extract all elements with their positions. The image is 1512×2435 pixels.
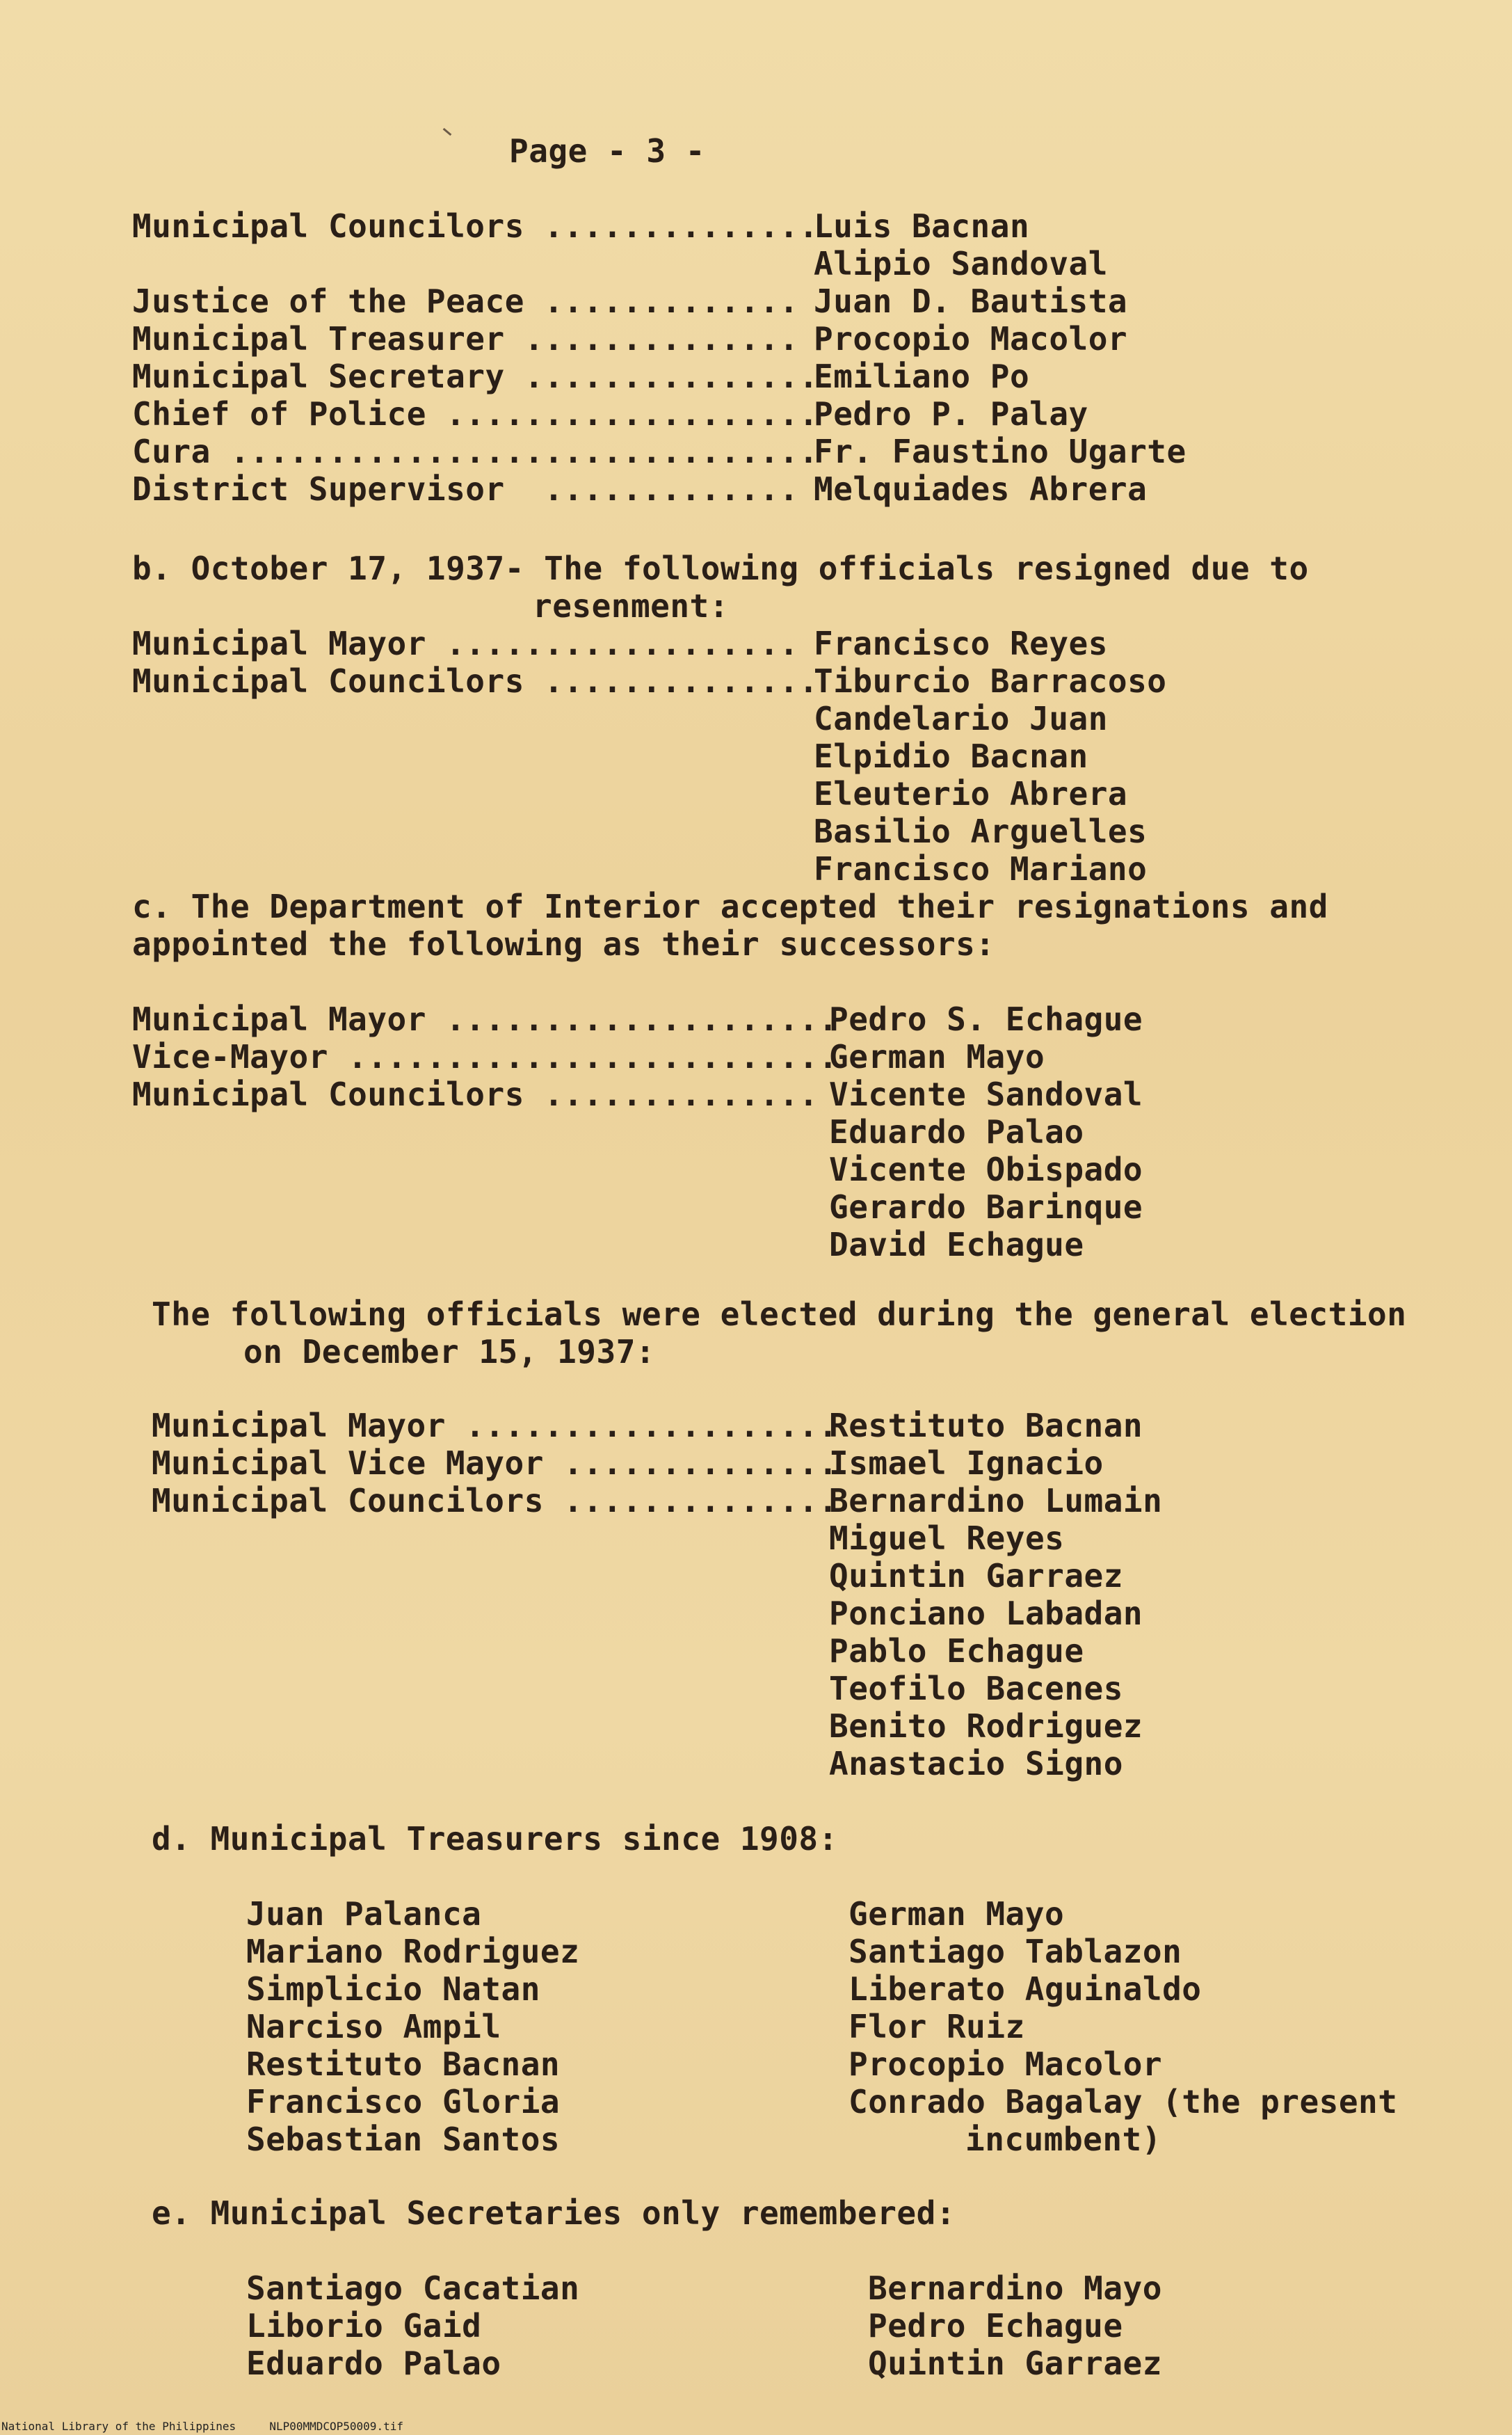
officer-name: Benito Rodriguez xyxy=(829,1707,1143,1745)
treasurer-name-cont: incumbent) xyxy=(965,2121,1161,2158)
treasurer-name: Procopio Macolor xyxy=(849,2045,1163,2083)
secretary-name: Quintin Garraez xyxy=(868,2345,1162,2382)
officer-name: Luis Bacnan xyxy=(814,207,1030,245)
treasurer-name: Restituto Bacnan xyxy=(246,2045,561,2083)
officer-title: Justice of the Peace ............. xyxy=(132,282,799,320)
officer-name: Vicente Obispado xyxy=(829,1151,1143,1188)
officer-title: Municipal Treasurer .............. xyxy=(132,320,799,358)
officer-title: Municipal Secretary ............... xyxy=(132,358,819,395)
secretary-name: Bernardino Mayo xyxy=(868,2269,1162,2307)
officer-name: Eduardo Palao xyxy=(829,1113,1084,1151)
officer-title: Municipal Councilors .............. xyxy=(132,662,819,700)
secretary-name: Pedro Echague xyxy=(868,2307,1123,2345)
secretary-name: Liborio Gaid xyxy=(246,2307,482,2345)
officer-name: Fr. Faustino Ugarte xyxy=(814,433,1187,470)
treasurer-name: Francisco Gloria xyxy=(246,2083,561,2121)
treasurer-name: Santiago Tablazon xyxy=(849,1933,1182,1970)
treasurer-name: Juan Palanca xyxy=(246,1895,482,1933)
officer-name: Ponciano Labadan xyxy=(829,1595,1143,1632)
officer-title: Municipal Councilors .............. xyxy=(132,207,819,245)
section-heading: b. October 17, 1937- The following officials resigned due to xyxy=(132,550,1309,587)
treasurer-name: Flor Ruiz xyxy=(849,2008,1025,2045)
treasurer-name: Mariano Rodriguez xyxy=(246,1933,580,1970)
section-heading: e. Municipal Secretaries only remembered: xyxy=(152,2194,956,2232)
officer-name: Eleuterio Abrera xyxy=(814,775,1128,813)
treasurer-name: Sebastian Santos xyxy=(246,2121,561,2158)
officer-name: Bernardino Lumain xyxy=(829,1482,1163,1519)
section-heading-cont: on December 15, 1937: xyxy=(243,1333,656,1371)
officer-name: Ismael Ignacio xyxy=(829,1444,1104,1482)
officer-title: Municipal Mayor .................. xyxy=(132,625,799,662)
page-header: Page - 3 - xyxy=(509,132,705,170)
officer-name: Vicente Sandoval xyxy=(829,1076,1143,1113)
section-heading: c. The Department of Interior accepted their resignations and xyxy=(132,888,1328,925)
officer-name: Procopio Macolor xyxy=(814,320,1128,358)
secretary-name: Eduardo Palao xyxy=(246,2345,501,2382)
officer-title: Municipal Mayor ................... xyxy=(152,1407,838,1444)
section-heading: The following officials were elected during the general election xyxy=(152,1295,1407,1333)
section-heading: d. Municipal Treasurers since 1908: xyxy=(152,1820,838,1858)
officer-title: Municipal Councilors .............. xyxy=(152,1482,838,1519)
officer-title: Municipal Vice Mayor .............. xyxy=(152,1444,838,1482)
pen-mark xyxy=(443,128,452,136)
officer-name: Tiburcio Barracoso xyxy=(814,662,1167,700)
section-heading-cont: resenment: xyxy=(533,587,729,625)
officer-name: Alipio Sandoval xyxy=(814,245,1108,282)
officer-name: Anastacio Signo xyxy=(829,1745,1123,1782)
officer-title: Municipal Mayor .................... xyxy=(132,1000,838,1038)
secretary-name: Santiago Cacatian xyxy=(246,2269,580,2307)
officer-name: Juan D. Bautista xyxy=(814,282,1128,320)
officer-name: Pablo Echague xyxy=(829,1632,1084,1670)
treasurer-name: Conrado Bagalay (the present xyxy=(849,2083,1398,2121)
officer-name: Teofilo Bacenes xyxy=(829,1670,1123,1707)
officer-name: Pedro P. Palay xyxy=(814,395,1088,433)
officer-name: David Echague xyxy=(829,1226,1084,1263)
officer-name: Quintin Garraez xyxy=(829,1557,1123,1595)
officer-name: Restituto Bacnan xyxy=(829,1407,1143,1444)
officer-name: Basilio Arguelles xyxy=(814,813,1148,850)
officer-title: Cura .............................. xyxy=(132,433,819,470)
officer-name: Pedro S. Echague xyxy=(829,1000,1143,1038)
section-heading-cont: appointed the following as their successors: xyxy=(132,925,995,963)
officer-title: Municipal Councilors .............. xyxy=(132,1076,819,1113)
officer-name: Emiliano Po xyxy=(814,358,1030,395)
treasurer-name: Liberato Aguinaldo xyxy=(849,1970,1202,2008)
officer-name: Melquiades Abrera xyxy=(814,470,1148,508)
officer-title: Chief of Police ................... xyxy=(132,395,819,433)
officer-name: Elpidio Bacnan xyxy=(814,737,1088,775)
treasurer-name: German Mayo xyxy=(849,1895,1065,1933)
officer-name: Miguel Reyes xyxy=(829,1519,1065,1557)
treasurer-name: Simplicio Natan xyxy=(246,1970,540,2008)
officer-name: Gerardo Barinque xyxy=(829,1188,1143,1226)
officer-title: Vice-Mayor ......................... xyxy=(132,1038,838,1076)
officer-name: Francisco Reyes xyxy=(814,625,1108,662)
scan-footer: National Library of the Philippines NLP00MMDCOP50009.tif xyxy=(1,2420,403,2433)
officer-name: Candelario Juan xyxy=(814,700,1108,737)
officer-name: German Mayo xyxy=(829,1038,1045,1076)
officer-name: Francisco Mariano xyxy=(814,850,1148,888)
officer-title: District Supervisor ............. xyxy=(132,470,799,508)
treasurer-name: Narciso Ampil xyxy=(246,2008,501,2045)
